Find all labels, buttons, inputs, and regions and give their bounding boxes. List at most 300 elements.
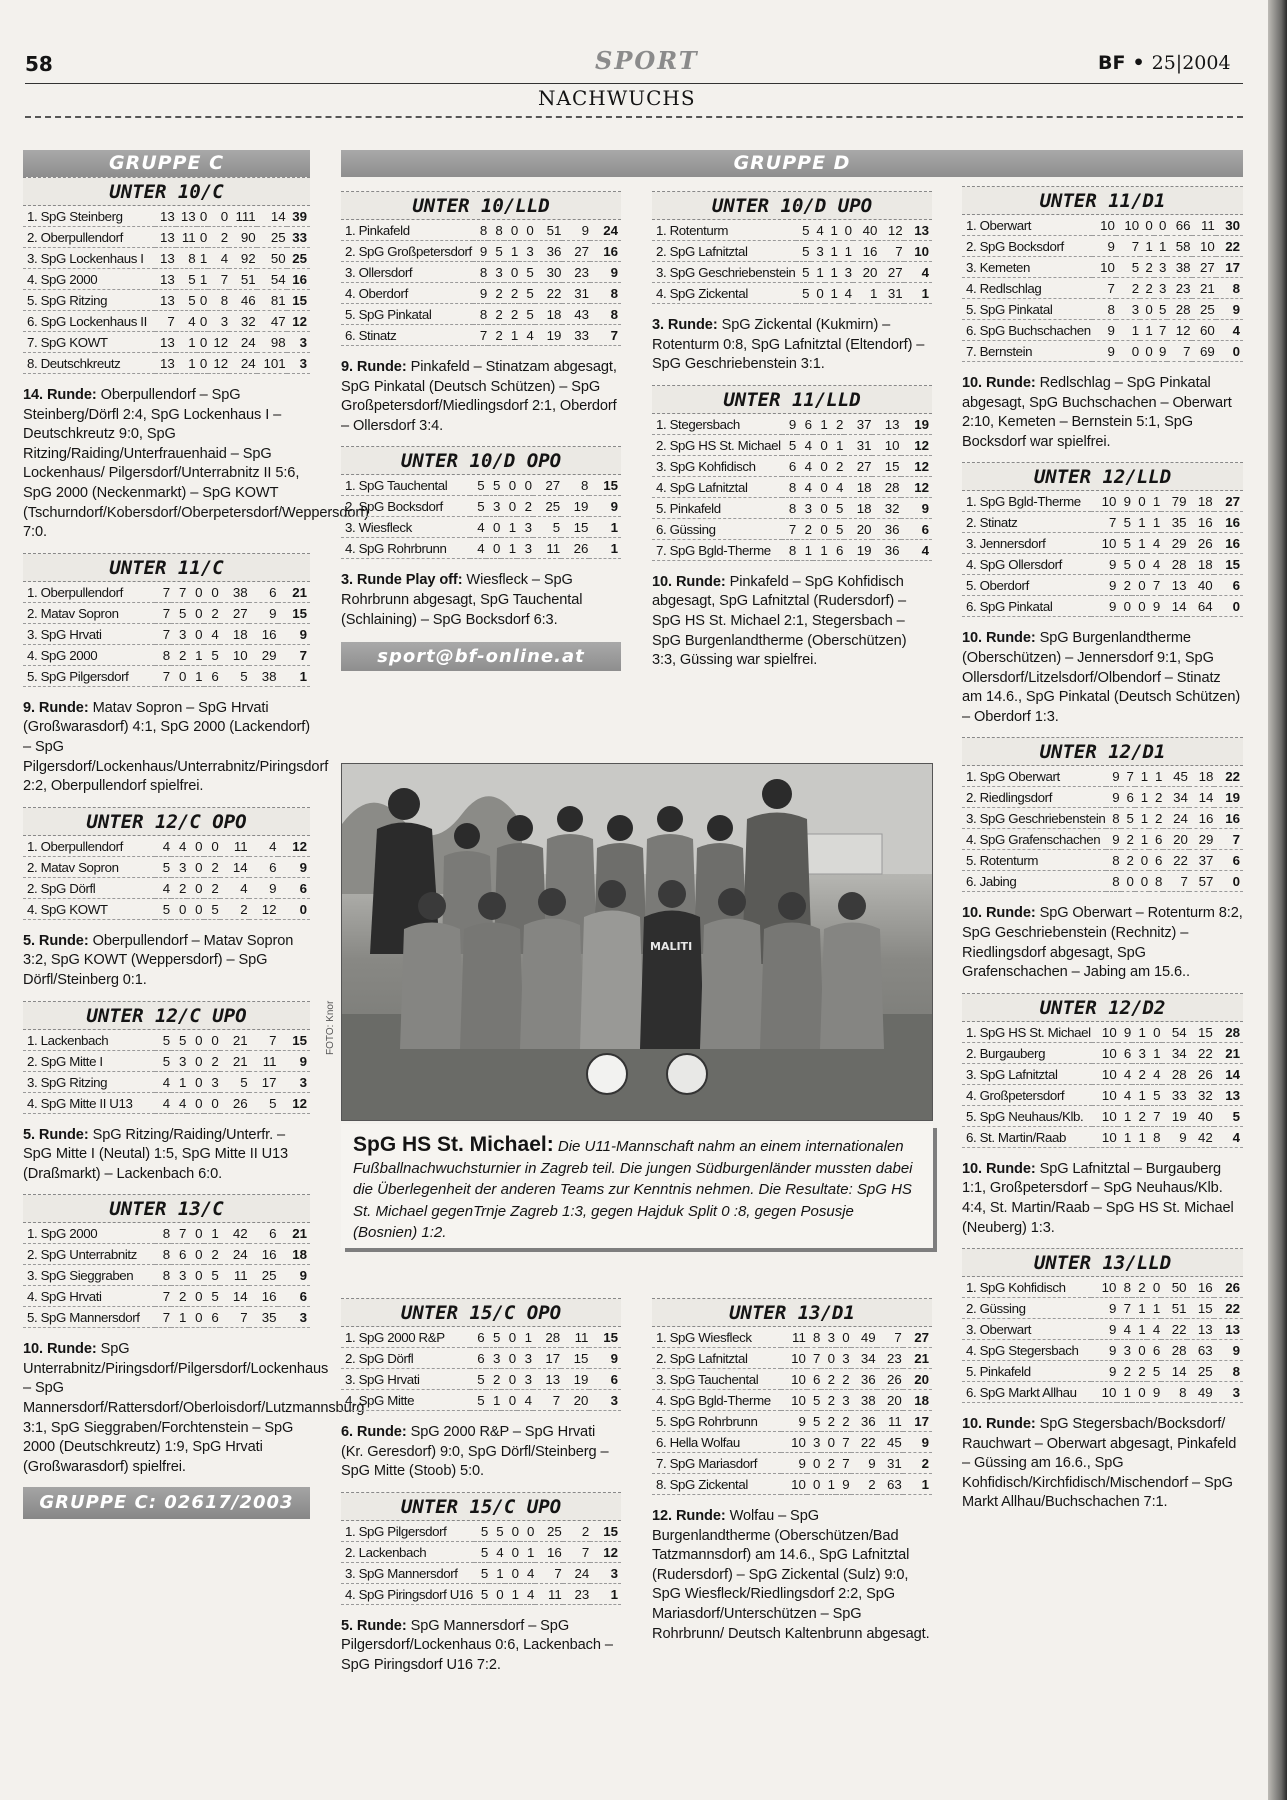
- stat-cell: 5: [1117, 533, 1132, 554]
- stat-cell: 6: [1147, 1340, 1162, 1361]
- stat-cell: 7: [878, 241, 903, 262]
- points: 1: [589, 538, 621, 559]
- points: 7: [590, 325, 621, 346]
- stat-cell: 2: [1149, 787, 1163, 808]
- stat-cell: 2: [821, 1411, 836, 1432]
- round-label: 10. Runde:: [962, 1160, 1036, 1177]
- stat-cell: 0: [486, 517, 502, 538]
- round-text: SpG Lafnitztal – Burgauberg 1:1, Großpetersdorf – SpG Neuhaus/Klb. 4:4, St. Martin/Raab – SpG HS St. Michael (Neuberg) 1:3.: [962, 1160, 1234, 1236]
- stat-cell: 9: [782, 414, 798, 435]
- team-name: 2. Lackenbach: [341, 1541, 474, 1562]
- stat-cell: 2: [1117, 1361, 1132, 1382]
- stat-cell: 0: [187, 623, 203, 644]
- standings-table: [341, 1327, 621, 1411]
- stat-cell: 8: [1147, 1126, 1162, 1147]
- magazine-name: BF: [1098, 52, 1126, 74]
- team-name: 4. SpG KOWT: [23, 898, 155, 919]
- stat-cell: 3: [171, 1265, 187, 1286]
- points: 5: [1214, 1105, 1243, 1126]
- stat-cell: 4: [470, 517, 486, 538]
- team-name: 1. Oberpullendorf: [23, 836, 155, 857]
- stat-cell: 0: [1116, 341, 1140, 362]
- stat-cell: 15: [872, 455, 900, 476]
- stat-cell: 16: [249, 1286, 278, 1307]
- stat-cell: 0: [187, 1307, 203, 1328]
- stat-cell: 0: [204, 836, 220, 857]
- points: 22: [1214, 1298, 1243, 1319]
- stat-cell: 13: [155, 227, 176, 248]
- league-title: UNTER 10/LLD: [341, 192, 621, 220]
- team-name: 6. Güssing: [652, 518, 782, 539]
- round-results: [652, 1507, 932, 1644]
- magazine-issue: BF • 25|2004: [1098, 52, 1231, 74]
- stat-cell: 3: [486, 1348, 502, 1369]
- stat-cell: 4: [519, 325, 534, 346]
- stat-cell: 3: [807, 1432, 822, 1453]
- stat-cell: 17: [249, 1071, 278, 1092]
- stat-cell: 6: [171, 1244, 187, 1265]
- stat-cell: 12: [1167, 320, 1191, 341]
- stat-cell: 0: [1140, 299, 1154, 320]
- column-gruppe-d-1-bottom: [341, 1298, 621, 1676]
- stat-cell: 1: [204, 1223, 220, 1244]
- stat-cell: 5: [249, 1092, 278, 1113]
- stat-cell: 3: [821, 1327, 836, 1348]
- team-name: 2. SpG Bocksdorf: [962, 236, 1092, 257]
- stat-cell: 40: [1187, 575, 1213, 596]
- league-title: UNTER 12/D2: [962, 994, 1243, 1022]
- stat-cell: 0: [501, 475, 517, 496]
- stat-cell: 10: [1092, 1084, 1118, 1105]
- stat-cell: 32: [229, 311, 257, 332]
- stat-cell: 15: [561, 1348, 589, 1369]
- stat-cell: 26: [561, 538, 589, 559]
- stat-cell: 7: [155, 665, 171, 686]
- stat-cell: 36: [535, 241, 563, 262]
- stat-cell: 9: [781, 1411, 807, 1432]
- stat-cell: 9: [836, 1474, 851, 1495]
- league-title: UNTER 12/C OPO: [23, 808, 310, 836]
- table-row: [962, 533, 1243, 554]
- stat-cell: 4: [204, 623, 220, 644]
- standings-table: [962, 766, 1243, 892]
- stat-cell: 1: [829, 434, 845, 455]
- stat-cell: 4: [1147, 554, 1162, 575]
- stat-cell: 5: [829, 518, 845, 539]
- stat-cell: 3: [488, 262, 503, 283]
- stat-cell: 19: [561, 496, 589, 517]
- points: 12: [278, 836, 310, 857]
- table-row: [962, 1022, 1243, 1043]
- stat-cell: 5: [204, 1286, 220, 1307]
- team-name: 1. SpG Oberwart: [962, 766, 1106, 787]
- stat-cell: 1: [1135, 787, 1149, 808]
- stat-cell: 1: [1132, 533, 1147, 554]
- league-unter-10-lld: [341, 191, 621, 436]
- stat-cell: 5: [474, 1583, 489, 1604]
- team-name: 7. Bernstein: [962, 341, 1092, 362]
- table-row: [962, 1277, 1243, 1298]
- stat-cell: 9: [1092, 341, 1116, 362]
- stat-cell: 9: [1091, 1340, 1117, 1361]
- stat-cell: 8: [1161, 1382, 1187, 1403]
- table-row: [962, 850, 1243, 871]
- stat-cell: 10: [781, 1369, 807, 1390]
- table-row: [23, 227, 310, 248]
- table-row: [962, 299, 1243, 320]
- team-name: 5. SpG Ritzing: [23, 290, 155, 311]
- stat-cell: 0: [187, 582, 203, 603]
- table-row: [962, 236, 1243, 257]
- stat-cell: 0: [187, 877, 203, 898]
- team-name: 3. Kemeten: [962, 257, 1092, 278]
- stat-cell: 58: [1167, 236, 1191, 257]
- points: 7: [1214, 829, 1243, 850]
- stat-cell: 31: [562, 283, 590, 304]
- points: 24: [590, 220, 621, 241]
- stat-cell: 38: [1167, 257, 1191, 278]
- stat-cell: 0: [1147, 1022, 1162, 1043]
- stat-cell: 3: [208, 311, 229, 332]
- stat-cell: 3: [839, 262, 853, 283]
- stat-cell: 0: [517, 475, 533, 496]
- table-row: [962, 512, 1243, 533]
- points: 9: [903, 1432, 932, 1453]
- stat-cell: 36: [872, 518, 900, 539]
- table-row: [23, 1071, 310, 1092]
- round-label: 9. Runde:: [341, 359, 407, 375]
- team-name: 2. SpG Mitte I: [23, 1050, 155, 1071]
- table-row: [652, 220, 932, 241]
- team-name: 4. SpG Zickental: [652, 283, 796, 304]
- stat-cell: 7: [155, 1286, 171, 1307]
- stat-cell: 2: [1132, 1063, 1147, 1084]
- table-row: [23, 311, 310, 332]
- stat-cell: 2: [1132, 1277, 1147, 1298]
- group-c-bar: GRUPPE C: [23, 150, 310, 177]
- round-results: [652, 573, 932, 671]
- column-gruppe-d-1: [341, 191, 621, 671]
- team-name: 6. Stinatz: [341, 325, 473, 346]
- team-name: 6. St. Martin/Raab: [962, 1126, 1092, 1147]
- stat-cell: 64: [1187, 596, 1213, 617]
- stat-cell: 5: [829, 497, 845, 518]
- stat-cell: 63: [877, 1474, 903, 1495]
- round-label: 10. Runde:: [652, 573, 726, 590]
- stat-cell: 8: [561, 475, 589, 496]
- stat-cell: 2: [821, 1369, 836, 1390]
- round-label: 5. Runde:: [23, 932, 89, 949]
- points: 15: [287, 290, 310, 311]
- team-name: 3. SpG Geschriebenstein: [962, 808, 1106, 829]
- stat-cell: 3: [517, 1348, 533, 1369]
- league-title: UNTER 11/LLD: [652, 386, 932, 414]
- points: 13: [904, 220, 932, 241]
- team-name: 4. SpG Piringsdorf U16: [341, 1583, 474, 1604]
- stat-cell: 9: [1091, 1298, 1117, 1319]
- stat-cell: 2: [488, 325, 503, 346]
- table-row: [341, 1562, 621, 1583]
- table-row: [962, 766, 1243, 787]
- stat-cell: 0: [1132, 491, 1147, 512]
- points: 9: [278, 856, 310, 877]
- standings-table: [962, 1022, 1243, 1148]
- points: 16: [1214, 808, 1243, 829]
- stat-cell: 10: [1091, 533, 1117, 554]
- stat-cell: 24: [563, 1562, 590, 1583]
- stat-cell: 3: [1154, 257, 1168, 278]
- stat-cell: 9: [249, 877, 278, 898]
- stat-cell: 4: [1147, 533, 1162, 554]
- stat-cell: 13: [176, 206, 197, 227]
- table-row: [652, 1369, 932, 1390]
- stat-cell: 0: [1132, 1340, 1147, 1361]
- points: 33: [287, 227, 310, 248]
- points: 8: [1216, 278, 1243, 299]
- league-unter-12-d1: [962, 737, 1243, 982]
- team-name: 4. SpG 2000: [23, 644, 155, 665]
- stat-cell: 25: [1192, 299, 1216, 320]
- stat-cell: 27: [562, 241, 590, 262]
- stat-cell: 4: [520, 1583, 535, 1604]
- stat-cell: 0: [836, 1327, 851, 1348]
- round-text: Pinkafeld – Stinatzam abgesagt, SpG Pinkatal (Deutsch Schützen) – SpG Großpetersdorf/Miedlingsdorf 2:1, Oberdorf – Ollersdorf 3:4.: [341, 359, 617, 434]
- round-results: [341, 1423, 621, 1482]
- stat-cell: 3: [836, 1390, 851, 1411]
- stat-cell: 0: [501, 1327, 517, 1348]
- stat-cell: 20: [853, 262, 878, 283]
- stat-cell: 8: [1117, 1277, 1132, 1298]
- points: 21: [278, 582, 310, 603]
- round-text: SpG 2000 R&P – SpG Hrvati (Kr. Geresdorf) 9:0, SpG Dörfl/Steinberg – SpG Mitte (Stoob) 5:0.: [341, 1424, 609, 1480]
- table-row: [962, 1042, 1243, 1063]
- stat-cell: 12: [878, 220, 903, 241]
- round-label: 9. Runde:: [23, 699, 89, 716]
- stat-cell: 28: [1162, 1063, 1188, 1084]
- stat-cell: 15: [1188, 1022, 1214, 1043]
- team-name: 4. Redlschlag: [962, 278, 1092, 299]
- standings-table: [23, 1223, 310, 1328]
- points: 9: [590, 262, 621, 283]
- table-row: [23, 1050, 310, 1071]
- column-gruppe-d-2-bottom: [652, 1298, 932, 1644]
- points: 22: [1216, 236, 1243, 257]
- stat-cell: 25: [249, 1265, 278, 1286]
- stat-cell: 10: [781, 1348, 807, 1369]
- stat-cell: 8: [155, 1265, 171, 1286]
- stat-cell: 63: [1187, 1340, 1213, 1361]
- points: 25: [287, 248, 310, 269]
- stat-cell: 32: [1188, 1084, 1214, 1105]
- points: 15: [589, 475, 621, 496]
- stat-cell: 1: [1132, 1022, 1147, 1043]
- team-name: 1. SpG HS St. Michael: [962, 1022, 1092, 1043]
- stat-cell: 7: [1167, 341, 1191, 362]
- table-row: [23, 1265, 310, 1286]
- table-row: [652, 497, 932, 518]
- stat-cell: 1: [171, 1307, 187, 1328]
- stat-cell: 18: [220, 623, 249, 644]
- gruppe-c-footer-bar: GRUPPE C: 02617/2003: [23, 1487, 310, 1519]
- team-name: 6. Jabing: [962, 871, 1106, 892]
- stat-cell: 4: [1147, 1319, 1162, 1340]
- stat-cell: 10: [1092, 215, 1116, 236]
- league-unter-13-d1: [652, 1298, 932, 1644]
- stat-cell: 21: [1192, 278, 1216, 299]
- stat-cell: 0: [1132, 575, 1147, 596]
- stat-cell: 6: [204, 665, 220, 686]
- caption-title: SpG HS St. Michael:: [353, 1133, 554, 1156]
- table-row: [23, 290, 310, 311]
- points: 6: [901, 518, 932, 539]
- stat-cell: 10: [781, 1432, 807, 1453]
- stat-cell: 0: [505, 1562, 520, 1583]
- stat-cell: 36: [851, 1411, 877, 1432]
- stat-cell: 0: [187, 1050, 203, 1071]
- header-dashed-rule: [25, 116, 1243, 118]
- stat-cell: 7: [807, 1348, 822, 1369]
- stat-cell: 0: [187, 856, 203, 877]
- stat-cell: 9: [1091, 1319, 1117, 1340]
- team-name: 5. SpG Neuhaus/Klb.: [962, 1105, 1092, 1126]
- stat-cell: 20: [877, 1390, 903, 1411]
- stat-cell: 8: [473, 220, 488, 241]
- stat-cell: 2: [821, 1453, 836, 1474]
- stat-cell: 5: [796, 283, 810, 304]
- stat-cell: 22: [1163, 850, 1188, 871]
- stat-cell: 29: [1189, 829, 1214, 850]
- stat-cell: 27: [1192, 257, 1216, 278]
- stat-cell: 2: [1121, 829, 1135, 850]
- stat-cell: 0: [1132, 1382, 1147, 1403]
- stat-cell: 1: [1132, 1298, 1147, 1319]
- team-name: 1. SpG Steinberg: [23, 206, 155, 227]
- stat-cell: 0: [1135, 871, 1149, 892]
- stat-cell: 7: [836, 1432, 851, 1453]
- team-name: 3. SpG Kohfidisch: [652, 455, 782, 476]
- team-name: 2. SpG Großpetersdorf: [341, 241, 473, 262]
- email-bar[interactable]: sport@bf-online.at: [341, 642, 621, 671]
- stat-cell: 2: [171, 1286, 187, 1307]
- round-results: [341, 571, 621, 630]
- stat-cell: 11: [220, 1265, 249, 1286]
- stat-cell: 7: [1154, 320, 1168, 341]
- table-row: [652, 1348, 932, 1369]
- stat-cell: 69: [1192, 341, 1216, 362]
- stat-cell: 10: [1091, 1277, 1117, 1298]
- table-row: [652, 1411, 932, 1432]
- table-row: [341, 241, 621, 262]
- stat-cell: 14: [1161, 1361, 1187, 1382]
- points: 8: [590, 283, 621, 304]
- points: 3: [1214, 1382, 1243, 1403]
- stat-cell: 49: [1187, 1382, 1213, 1403]
- table-row: [652, 539, 932, 560]
- team-name: 3. SpG Lafnitztal: [962, 1063, 1092, 1084]
- stat-cell: 7: [208, 269, 229, 290]
- league-title: UNTER 12/C UPO: [23, 1002, 310, 1030]
- stat-cell: 1: [839, 241, 853, 262]
- stat-cell: 7: [535, 1562, 562, 1583]
- team-name: 1. Pinkafeld: [341, 220, 473, 241]
- stat-cell: 40: [1188, 1105, 1214, 1126]
- stat-cell: 4: [155, 836, 171, 857]
- points: 12: [278, 1092, 310, 1113]
- stat-cell: 81: [257, 290, 287, 311]
- team-name: 1. Lackenbach: [23, 1030, 155, 1051]
- points: 9: [589, 496, 621, 517]
- table-row: [341, 1521, 621, 1542]
- team-name: 1. Rotenturm: [652, 220, 796, 241]
- stat-cell: 11: [220, 836, 249, 857]
- stat-cell: 3: [204, 1071, 220, 1092]
- stat-cell: 1: [797, 539, 813, 560]
- page-spine: [1268, 0, 1287, 1800]
- team-name: 6. SpG Pinkatal: [962, 596, 1091, 617]
- photo-caption: [341, 1124, 933, 1248]
- stat-cell: 45: [1163, 766, 1188, 787]
- stat-cell: 60: [1192, 320, 1216, 341]
- stat-cell: 7: [782, 518, 798, 539]
- stat-cell: 34: [1162, 1042, 1188, 1063]
- stat-cell: 7: [220, 1307, 249, 1328]
- stat-cell: 6: [470, 1348, 486, 1369]
- league-title: UNTER 11/D1: [962, 187, 1243, 215]
- stat-cell: 27: [533, 475, 561, 496]
- stat-cell: 33: [562, 325, 590, 346]
- stat-cell: 0: [187, 1286, 203, 1307]
- team-name: 2. SpG Lafnitztal: [652, 1348, 781, 1369]
- team-name: 1. SpG 2000 R&P: [341, 1327, 470, 1348]
- team-name: 7. SpG Mariasdorf: [652, 1453, 781, 1474]
- points: 12: [901, 434, 932, 455]
- stat-cell: 13: [1161, 575, 1187, 596]
- round-text: Oberpullendorf – Matav Sopron 3:2, SpG KOWT (Weppersdorf) – SpG Dörfl/Steinberg 0:1.: [23, 932, 294, 988]
- stat-cell: 47: [257, 311, 287, 332]
- stat-cell: 34: [1163, 787, 1188, 808]
- stat-cell: 18: [844, 476, 872, 497]
- standings-table: [341, 220, 621, 346]
- stat-cell: 11: [1192, 215, 1216, 236]
- team-name: 3. SpG Hrvati: [23, 623, 155, 644]
- points: 18: [278, 1244, 310, 1265]
- stat-cell: 3: [519, 241, 534, 262]
- stat-cell: 1: [813, 414, 829, 435]
- stat-cell: 1: [1116, 320, 1140, 341]
- table-row: [341, 1369, 621, 1390]
- points: 9: [1214, 1340, 1243, 1361]
- team-name: 3. Ollersdorf: [341, 262, 473, 283]
- stat-cell: 1: [1132, 1084, 1147, 1105]
- stat-cell: 12: [208, 332, 229, 353]
- team-photo-illustration: [342, 764, 933, 1121]
- team-name: 3. SpG Tauchental: [652, 1369, 781, 1390]
- league-unter-12-lld: [962, 462, 1243, 727]
- team-name: 4. SpG Grafenschachen: [962, 829, 1106, 850]
- stat-cell: 7: [1147, 1105, 1162, 1126]
- stat-cell: 5: [796, 220, 810, 241]
- points: 21: [903, 1348, 932, 1369]
- stat-cell: 1: [486, 1390, 502, 1411]
- stat-cell: 2: [1116, 278, 1140, 299]
- stat-cell: 90: [229, 227, 257, 248]
- league-title: UNTER 15/C UPO: [341, 1493, 621, 1521]
- stat-cell: 0: [204, 1092, 220, 1113]
- standings-table: [962, 1277, 1243, 1403]
- stat-cell: 0: [187, 1030, 203, 1051]
- team-name: 1. Stegersbach: [652, 414, 782, 435]
- stat-cell: 5: [155, 856, 171, 877]
